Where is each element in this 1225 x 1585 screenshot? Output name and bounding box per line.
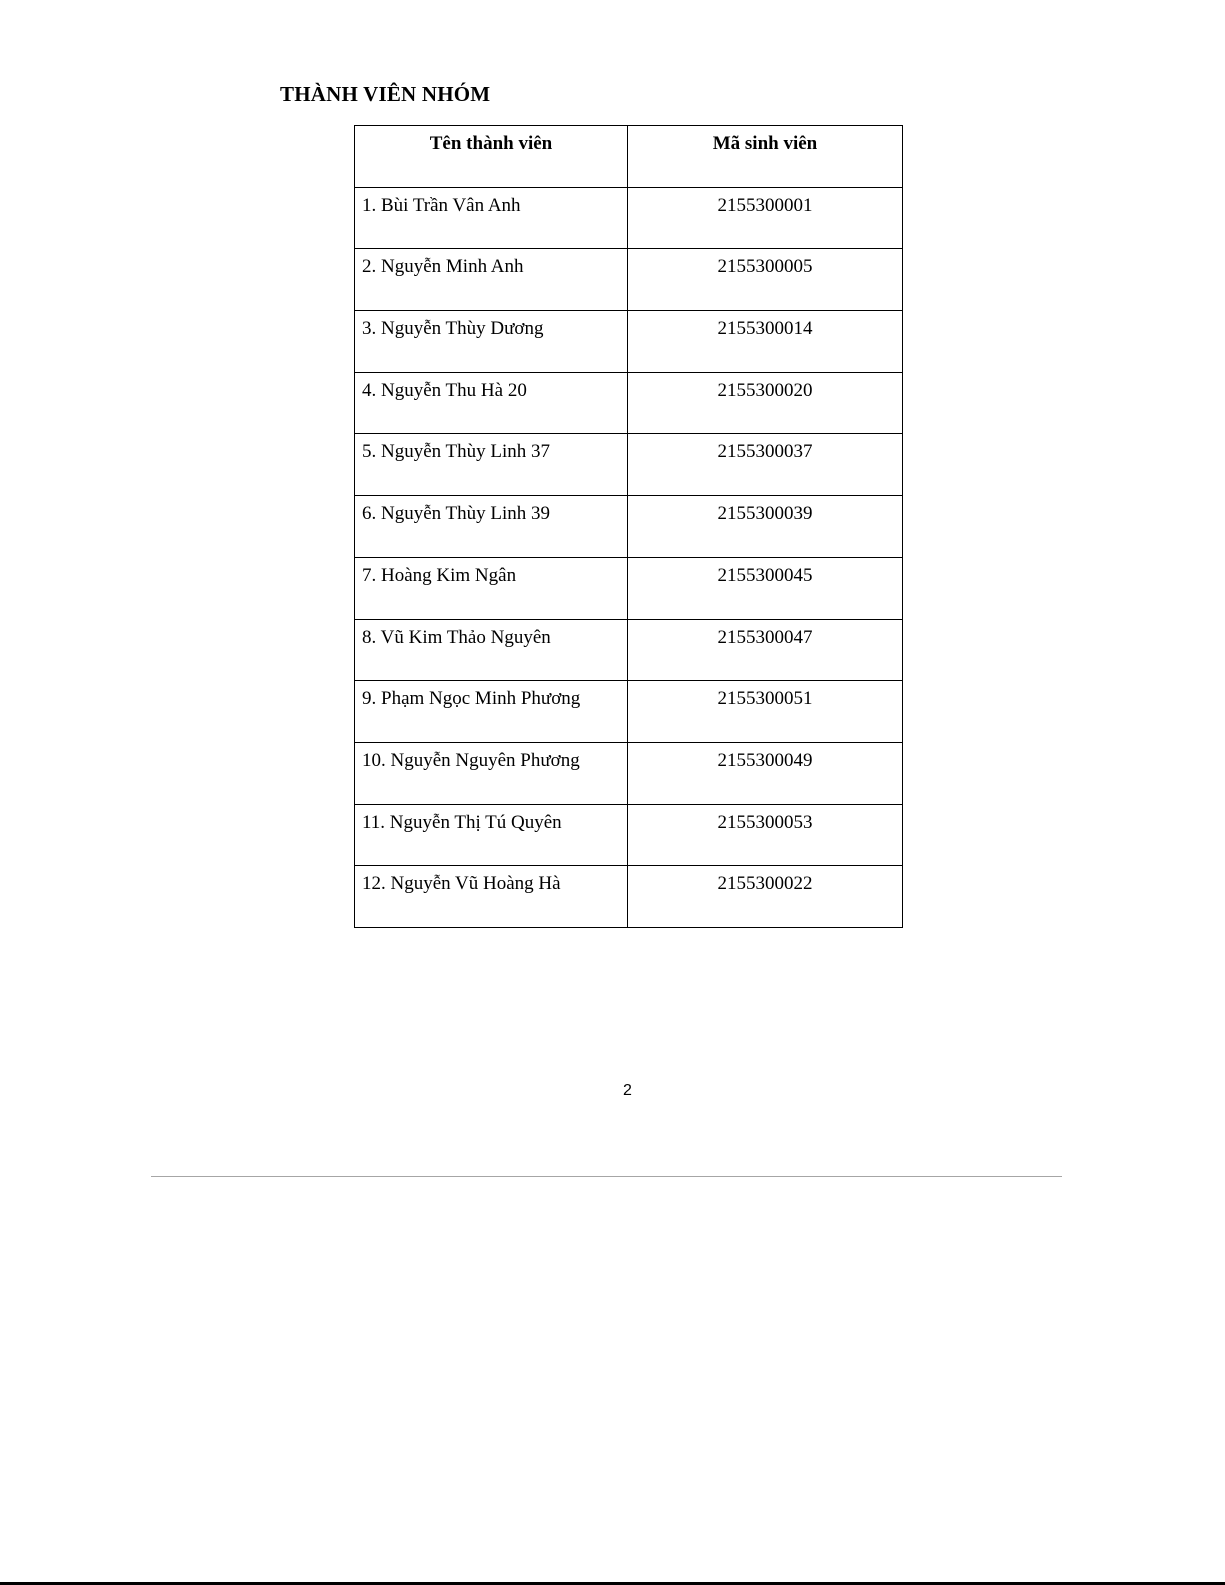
student-id-cell: 2155300014	[628, 311, 903, 373]
table-row	[355, 557, 903, 619]
table-row	[355, 496, 903, 558]
page-separator	[151, 1176, 1062, 1177]
header-member-name: Tên thành viên	[355, 126, 628, 188]
member-name-cell: 2. Nguyễn Minh Anh	[355, 249, 628, 311]
member-name-cell: 5. Nguyễn Thùy Linh 37	[355, 434, 628, 496]
member-name-cell: 9. Phạm Ngọc Minh Phương	[355, 681, 628, 743]
member-name-cell: 11. Nguyễn Thị Tú Quyên	[355, 804, 628, 866]
members-table	[354, 125, 903, 928]
student-id-cell: 2155300051	[628, 681, 903, 743]
page-title: THÀNH VIÊN NHÓM	[280, 82, 491, 106]
member-name-cell: 3. Nguyễn Thùy Dương	[355, 311, 628, 373]
table-header-row	[355, 126, 903, 188]
table-row	[355, 866, 903, 928]
student-id-cell: 2155300049	[628, 742, 903, 804]
member-name-cell: 12. Nguyễn Vũ Hoàng Hà	[355, 866, 628, 928]
student-id-cell: 2155300022	[628, 866, 903, 928]
member-name-cell: 6. Nguyễn Thùy Linh 39	[355, 496, 628, 558]
table-row	[355, 619, 903, 681]
page-number: 2	[623, 1082, 632, 1099]
member-name-cell: 7. Hoàng Kim Ngân	[355, 557, 628, 619]
table-row	[355, 804, 903, 866]
student-id-cell: 2155300047	[628, 619, 903, 681]
table-row	[355, 681, 903, 743]
member-name-cell: 4. Nguyễn Thu Hà 20	[355, 372, 628, 434]
student-id-cell: 2155300005	[628, 249, 903, 311]
student-id-cell: 2155300037	[628, 434, 903, 496]
table-row	[355, 187, 903, 249]
table-row	[355, 311, 903, 373]
student-id-cell: 2155300045	[628, 557, 903, 619]
student-id-cell: 2155300039	[628, 496, 903, 558]
table-row	[355, 249, 903, 311]
table-row	[355, 372, 903, 434]
header-student-id: Mã sinh viên	[628, 126, 903, 188]
table-row	[355, 742, 903, 804]
member-name-cell: 10. Nguyễn Nguyên Phương	[355, 742, 628, 804]
student-id-cell: 2155300001	[628, 187, 903, 249]
table-row	[355, 434, 903, 496]
student-id-cell: 2155300053	[628, 804, 903, 866]
member-name-cell: 1. Bùi Trần Vân Anh	[355, 187, 628, 249]
student-id-cell: 2155300020	[628, 372, 903, 434]
member-name-cell: 8. Vũ Kim Thảo Nguyên	[355, 619, 628, 681]
